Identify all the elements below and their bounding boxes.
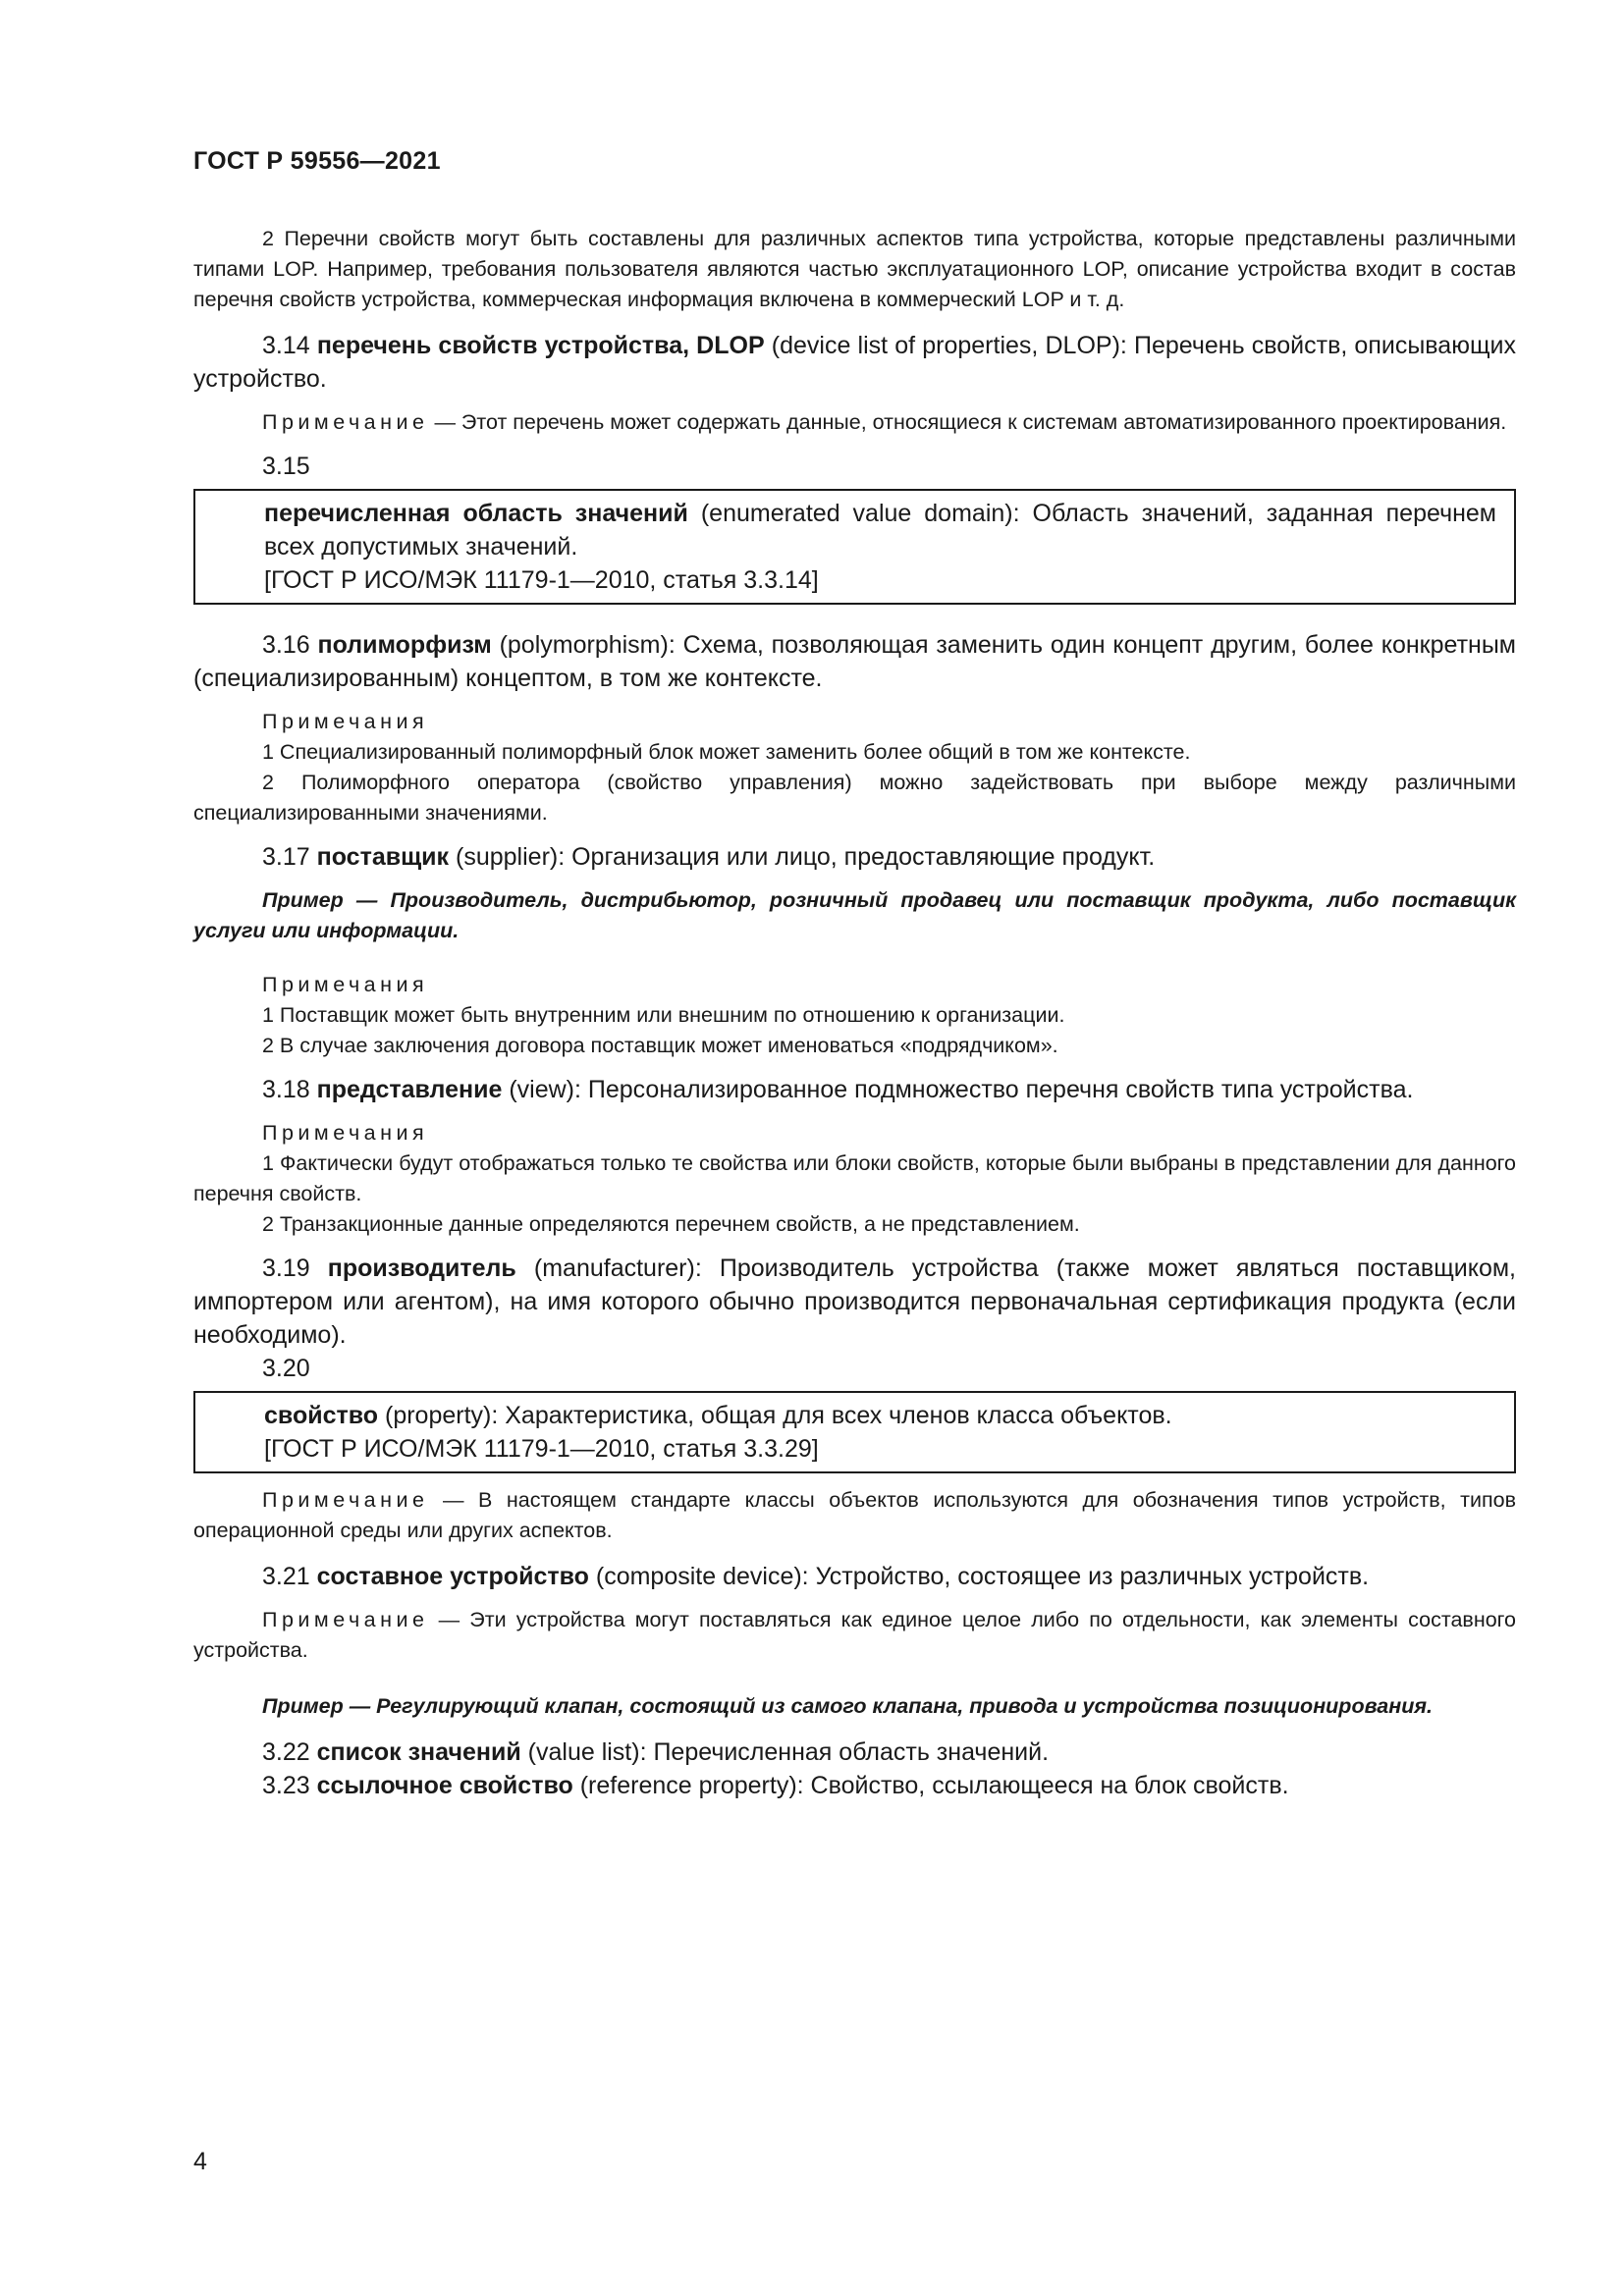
note-label: Примечание xyxy=(262,1608,429,1631)
term-3-21 xyxy=(193,1560,1516,1593)
note-3-16-1: 1 Специализированный полиморфный блок может заменить более общий в том же контексте. xyxy=(262,740,1191,764)
term-definition: (reference property): Свойство, ссылающееся на блок свойств. xyxy=(579,1772,1289,1799)
example-3-21: Пример — Регулирующий клапан, состоящий из самого клапана, привода и устройства позиционирования. xyxy=(262,1694,1433,1718)
note-3-21 xyxy=(193,1605,1516,1666)
note-label: Примечание xyxy=(262,1488,429,1512)
document-body xyxy=(193,224,1516,1802)
note-3-20 xyxy=(193,1485,1516,1546)
term-3-22 xyxy=(193,1735,1516,1769)
term-title: полиморфизм xyxy=(317,631,492,659)
term-3-19 xyxy=(193,1252,1516,1352)
example-3-17: Пример — Производитель, дистрибьютор, розничный продавец или поставщик продукта, либо поставщик услуги или информации. xyxy=(193,888,1516,942)
term-number: 3.17 xyxy=(262,843,310,871)
term-3-16 xyxy=(193,628,1516,695)
term-title: свойство xyxy=(264,1402,379,1429)
page-number: 4 xyxy=(193,2148,207,2175)
term-title: представление xyxy=(316,1076,503,1103)
term-3-15 xyxy=(264,497,1496,563)
note-3-18-1: 1 Фактически будут отображаться только те свойства или блоки свойств, которые были выбраны в представлении для данного перечня свойств. xyxy=(193,1151,1516,1205)
term-3-17 xyxy=(193,840,1516,874)
note-3-16-2: 2 Полиморфного оператора (свойство управления) можно задействовать при выборе между различными специализированными значениями. xyxy=(193,771,1516,825)
term-title: составное устройство xyxy=(316,1563,589,1590)
note-3-17-2: 2 В случае заключения договора поставщик может именоваться «подрядчиком». xyxy=(262,1034,1058,1057)
term-definition: (value list): Перечисленная область значений. xyxy=(527,1738,1050,1766)
term-box-3-15 xyxy=(193,489,1516,605)
term-definition: (supplier): Организация или лицо, предоставляющие продукт. xyxy=(456,843,1156,871)
term-number: 3.22 xyxy=(262,1738,310,1766)
note-text: В настоящем стандарте классы объектов используются для обозначения типов устройств, типов операционной среды или других аспектов. xyxy=(193,1488,1516,1542)
note-3-17-1: 1 Поставщик может быть внутренним или внешним по отношению к организации. xyxy=(262,1003,1065,1027)
term-definition: (polymorphism): Схема, позволяющая заменить один концепт другим, более конкретным (специализированным) концептом, в том же контексте. xyxy=(193,631,1516,692)
term-number: 3.18 xyxy=(262,1076,310,1103)
term-number: 3.16 xyxy=(262,631,310,659)
term-box-3-20 xyxy=(193,1391,1516,1473)
term-title: поставщик xyxy=(316,843,450,871)
notes-label-3-18: Примечания xyxy=(262,1121,429,1145)
note-text: Этот перечень может содержать данные, относящиеся к системам автоматизированного проектирования. xyxy=(460,410,1507,434)
intro-note: 2 Перечни свойств могут быть составлены для различных аспектов типа устройства, которые представлены различными типами LOP. Например, требования пользователя являются частью эксплуатационного LOP, описание устройства входит в состав перечня свойств устройства, коммерческая информация включена в коммерческий LOP и т. д. xyxy=(193,227,1516,311)
term-definition: (device list of properties, DLOP): Перечень свойств, описывающих устройство. xyxy=(193,332,1516,393)
document-page xyxy=(193,0,1516,2296)
notes-label-3-16: Примечания xyxy=(262,710,429,733)
notes-label-3-17: Примечания xyxy=(262,973,429,996)
term-number: 3.21 xyxy=(262,1563,310,1590)
note-text: Эти устройства могут поставляться как единое целое либо по отдельности, как элементы составного устройства. xyxy=(193,1608,1516,1662)
term-title: перечисленная область значений xyxy=(264,500,688,527)
term-title: список значений xyxy=(316,1738,521,1766)
term-number: 3.19 xyxy=(262,1255,310,1282)
term-definition: (composite device): Устройство, состоящее из различных устройств. xyxy=(595,1563,1370,1590)
note-3-18-2: 2 Транзакционные данные определяются перечнем свойств, а не представлением. xyxy=(262,1212,1080,1236)
term-number: 3.23 xyxy=(262,1772,310,1799)
term-definition: (manufacturer): Производитель устройства (также может являться поставщиком, импортером или агентом), на имя которого обычно производится первоначальная сертификация продукта (если необходимо). xyxy=(193,1255,1516,1349)
term-3-23 xyxy=(193,1769,1516,1802)
note-dash: — xyxy=(442,1488,464,1512)
note-label: Примечание xyxy=(262,410,429,434)
term-3-14 xyxy=(193,329,1516,396)
note-3-14 xyxy=(193,407,1516,438)
term-3-18 xyxy=(193,1073,1516,1106)
term-definition: (property): Характеристика, общая для всех членов класса объектов. xyxy=(385,1402,1172,1429)
standard-header: ГОСТ Р 59556—2021 xyxy=(193,147,441,175)
term-number-3-15: 3.15 xyxy=(262,453,310,480)
term-reference: [ГОСТ Р ИСО/МЭК 11179-1—2010, статья 3.3.14] xyxy=(264,566,819,594)
term-reference: [ГОСТ Р ИСО/МЭК 11179-1—2010, статья 3.3.29] xyxy=(264,1435,819,1463)
note-dash: — xyxy=(438,1608,460,1631)
term-title: ссылочное свойство xyxy=(316,1772,573,1799)
term-title: перечень свойств устройства, DLOP xyxy=(316,332,765,359)
term-number: 3.14 xyxy=(262,332,310,359)
term-number-3-20: 3.20 xyxy=(262,1355,310,1382)
term-definition: (enumerated value domain): Область значений, заданная перечнем всех допустимых значений. xyxy=(264,500,1496,561)
term-3-20 xyxy=(264,1399,1496,1432)
term-title: производитель xyxy=(327,1255,516,1282)
note-dash: — xyxy=(434,410,456,434)
term-definition: (view): Персонализированное подмножество перечня свойств типа устройства. xyxy=(509,1076,1414,1103)
